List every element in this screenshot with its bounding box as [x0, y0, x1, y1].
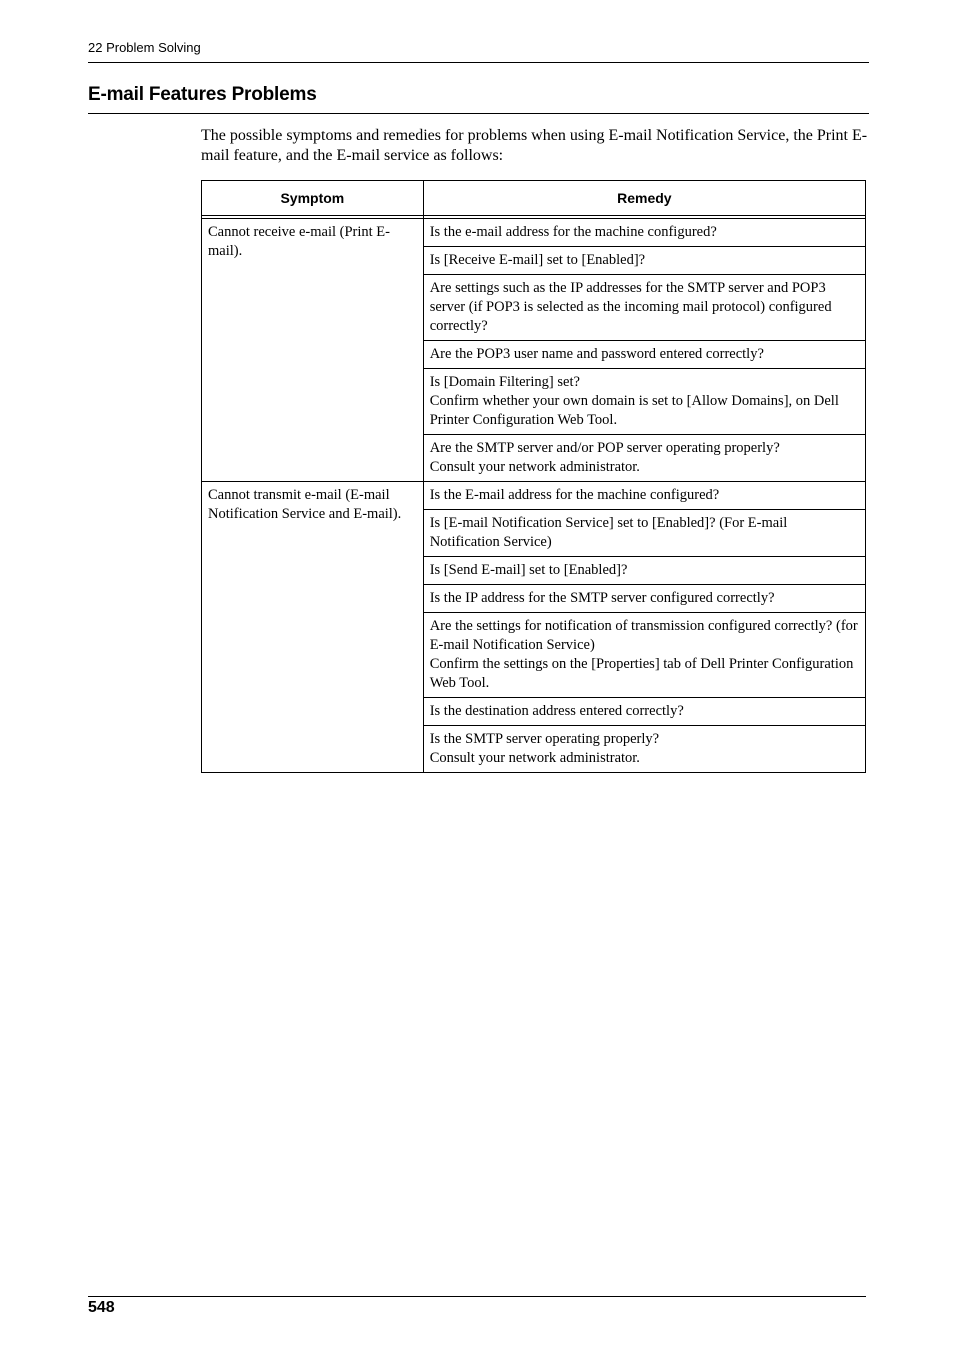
symptom-remedy-table [201, 180, 866, 773]
remedy-text: Confirm whether your own domain is set to [Allow Domains], on Dell Printer Configuration Web Tool. [429, 393, 839, 428]
remedy-text: Is the e-mail address for the machine configured? [429, 224, 717, 240]
remedy-text: Are the POP3 user name and password entered correctly? [429, 346, 764, 362]
table-row [202, 219, 866, 247]
table-body [202, 216, 866, 773]
remedy-text: Is the E-mail address for the machine configured? [429, 487, 720, 503]
remedy-cell [423, 698, 865, 726]
remedy-cell [423, 247, 865, 275]
remedy-cell [423, 510, 865, 557]
remedy-text: Are the settings for notification of transmission configured correctly? (for E-mail Notification Service) [429, 618, 858, 653]
page-number: 548 [88, 1299, 115, 1316]
remedy-cell [423, 557, 865, 585]
remedy-text: Is the destination address entered correctly? [429, 703, 684, 719]
remedy-text: Confirm the settings on the [Properties] tab of Dell Printer Configuration Web Tool. [429, 656, 854, 691]
footer-rule [88, 1296, 866, 1297]
intro-paragraph: The possible symptoms and remedies for problems when using E-mail Notification Service, the Print E-mail feature, and the E-mail service as follows: [201, 127, 868, 164]
remedy-cell [423, 219, 865, 247]
remedy-text: Is [Domain Filtering] set? [429, 374, 580, 390]
remedy-text: Consult your network administrator. [429, 750, 640, 766]
remedy-text: Is [E-mail Notification Service] set to [Enabled]? (For E-mail Notification Service) [429, 515, 788, 550]
table-header-row [202, 181, 866, 216]
column-header-symptom: Symptom [202, 181, 424, 216]
header-rule [88, 62, 869, 63]
remedy-text: Is the SMTP server operating properly? [429, 731, 660, 747]
column-header-remedy: Remedy [423, 181, 865, 216]
remedy-text: Is [Send E-mail] set to [Enabled]? [429, 562, 628, 578]
remedy-text: Is [Receive E-mail] set to [Enabled]? [429, 252, 646, 268]
remedy-cell [423, 726, 865, 773]
remedy-text: Consult your network administrator. [429, 459, 640, 475]
remedy-cell [423, 369, 865, 435]
remedy-cell [423, 275, 865, 341]
running-head: 22 Problem Solving [88, 40, 201, 55]
title-rule [88, 113, 869, 114]
table-row [202, 482, 866, 510]
remedy-cell [423, 341, 865, 369]
symptom-cell: Cannot receive e-mail (Print E-mail). [202, 219, 424, 482]
remedy-cell [423, 613, 865, 698]
remedy-text: Are settings such as the IP addresses for the SMTP server and POP3 server (if POP3 is selected as the incoming mail protocol) configured correctly? [429, 280, 832, 334]
section-title: E-mail Features Problems [88, 84, 317, 105]
remedy-cell [423, 585, 865, 613]
remedy-cell [423, 482, 865, 510]
remedy-text: Are the SMTP server and/or POP server operating properly? [429, 440, 780, 456]
remedy-cell [423, 435, 865, 482]
remedy-text: Is the IP address for the SMTP server configured correctly? [429, 590, 775, 606]
symptom-cell: Cannot transmit e-mail (E-mail Notification Service and E-mail). [202, 482, 424, 773]
